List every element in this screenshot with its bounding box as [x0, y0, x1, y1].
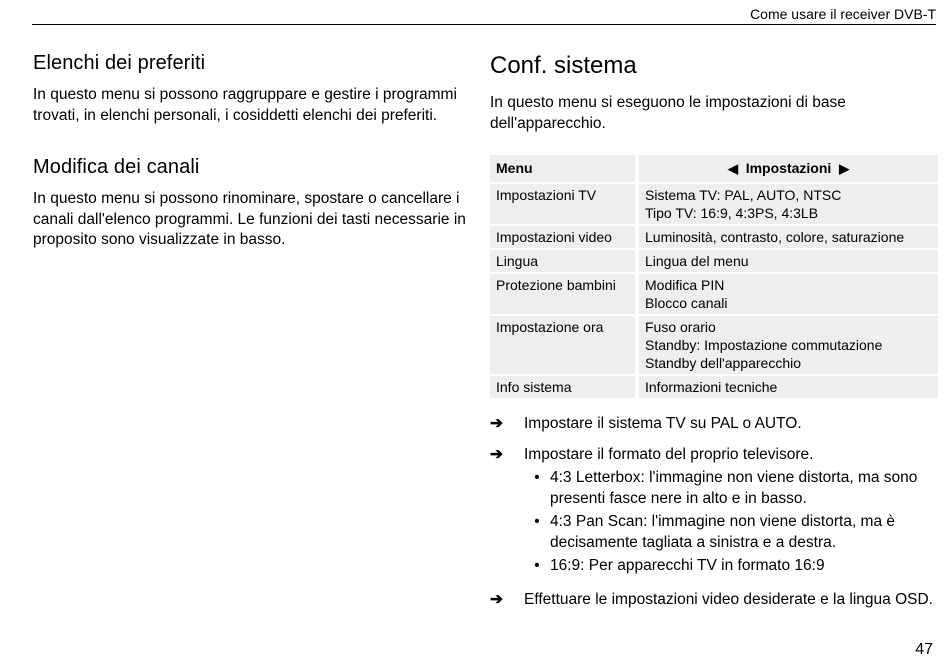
section-heading-favorites: Elenchi dei preferiti — [33, 52, 206, 74]
table-cell-settings — [639, 316, 938, 374]
menu-label: Impostazione ora — [496, 319, 604, 335]
header-settings-label: Impostazioni — [745, 160, 832, 176]
table-cell-menu — [490, 226, 639, 248]
menu-label: Protezione bambini — [496, 277, 616, 293]
page-number: 47 — [915, 641, 933, 658]
right-column — [490, 52, 938, 620]
page-header-title: Come usare il receiver DVB-T — [750, 6, 936, 22]
header-settings — [639, 155, 938, 182]
setting-value: Lingua del menu — [645, 253, 749, 269]
setting-value: Tipo TV: 16:9, 4:3PS, 4:3LB — [645, 205, 819, 221]
table-row — [490, 376, 938, 398]
triangle-right-icon: ▶ — [839, 161, 850, 176]
setting-value: Luminosità, contrasto, colore, saturazione — [645, 229, 905, 245]
section-heading-edit-channels: Modifica dei canali — [33, 156, 200, 178]
instruction-step — [490, 590, 938, 611]
table-cell-menu — [490, 316, 639, 374]
setting-value: Modifica PIN — [645, 277, 725, 293]
instruction-step — [490, 445, 938, 580]
setting-value: Standby: Impostazione commutazione — [645, 337, 883, 353]
section-text-favorites: In questo menu si possono raggruppare e gestire i programmi trovati, in elenchi personali, i cosiddetti elenchi dei preferiti. — [33, 86, 457, 124]
table-row — [490, 250, 938, 272]
left-column — [33, 52, 473, 251]
menu-label: Impostazioni TV — [496, 187, 597, 203]
section-text-edit-channels: In questo menu si possono rinominare, spostare o cancellare i canali dall'elenco programmi. Le funzioni dei tasti necessarie in proposito sono visualizzate in basso. — [33, 190, 466, 248]
step-text: Impostare il formato del proprio televisore. — [524, 445, 814, 463]
table-cell-menu — [490, 376, 639, 398]
setting-value: Sistema TV: PAL, AUTO, NTSC — [645, 187, 842, 203]
menu-label: Impostazioni video — [496, 229, 612, 245]
bullet-text: 4:3 Letterbox: l'immagine non viene distorta, ma sono presenti fasce nere in alto e in basso. — [550, 469, 918, 507]
arrow-right-icon: ➔ — [490, 445, 503, 463]
arrow-right-icon: ➔ — [490, 415, 503, 432]
table-body — [490, 184, 938, 398]
settings-table — [490, 153, 938, 400]
bullet-text: 16:9: Per apparecchi TV in formato 16:9 — [550, 557, 825, 574]
table-cell-menu — [490, 274, 639, 314]
table-cell-settings — [639, 250, 938, 272]
step-text: Impostare il sistema TV su PAL o AUTO. — [524, 415, 802, 432]
intro-text: In questo menu si eseguono le impostazioni di base dell'apparecchio. — [490, 94, 846, 132]
bullet-list — [524, 468, 938, 577]
table-cell-settings — [639, 274, 938, 314]
bullet-text: 4:3 Pan Scan: l'immagine non viene distorta, ma è decisamente tagliata a sinistra e a destra. — [550, 513, 896, 551]
page-title: Conf. sistema — [490, 52, 637, 79]
table-cell-menu — [490, 250, 639, 272]
table-row — [490, 274, 938, 314]
bullet-icon: • — [534, 469, 540, 486]
header-menu: Menu — [490, 155, 639, 182]
step-text: Effettuare le impostazioni video desiderate e la lingua OSD. — [524, 590, 933, 608]
table-header-row — [490, 155, 938, 182]
triangle-left-icon: ◀ — [727, 161, 738, 176]
setting-value: Fuso orario — [645, 319, 716, 335]
setting-value: Informazioni tecniche — [645, 379, 778, 395]
bullet-item — [524, 468, 938, 509]
setting-value: Standby dell'apparecchio — [645, 355, 802, 371]
table-cell-settings — [639, 376, 938, 398]
bullet-icon: • — [534, 557, 540, 574]
arrow-right-icon: ➔ — [490, 590, 503, 608]
table-row — [490, 184, 938, 224]
header-rule — [32, 24, 936, 25]
table-cell-menu — [490, 184, 639, 224]
instruction-steps — [490, 414, 938, 610]
bullet-icon: • — [534, 513, 540, 530]
instruction-step — [490, 414, 938, 435]
menu-label: Info sistema — [496, 379, 572, 395]
bullet-item — [524, 556, 938, 577]
bullet-item — [524, 512, 938, 553]
table-row — [490, 316, 938, 374]
table-cell-settings — [639, 184, 938, 224]
table-row — [490, 226, 938, 248]
table-cell-settings — [639, 226, 938, 248]
menu-label: Lingua — [496, 253, 539, 269]
setting-value: Blocco canali — [645, 295, 728, 311]
